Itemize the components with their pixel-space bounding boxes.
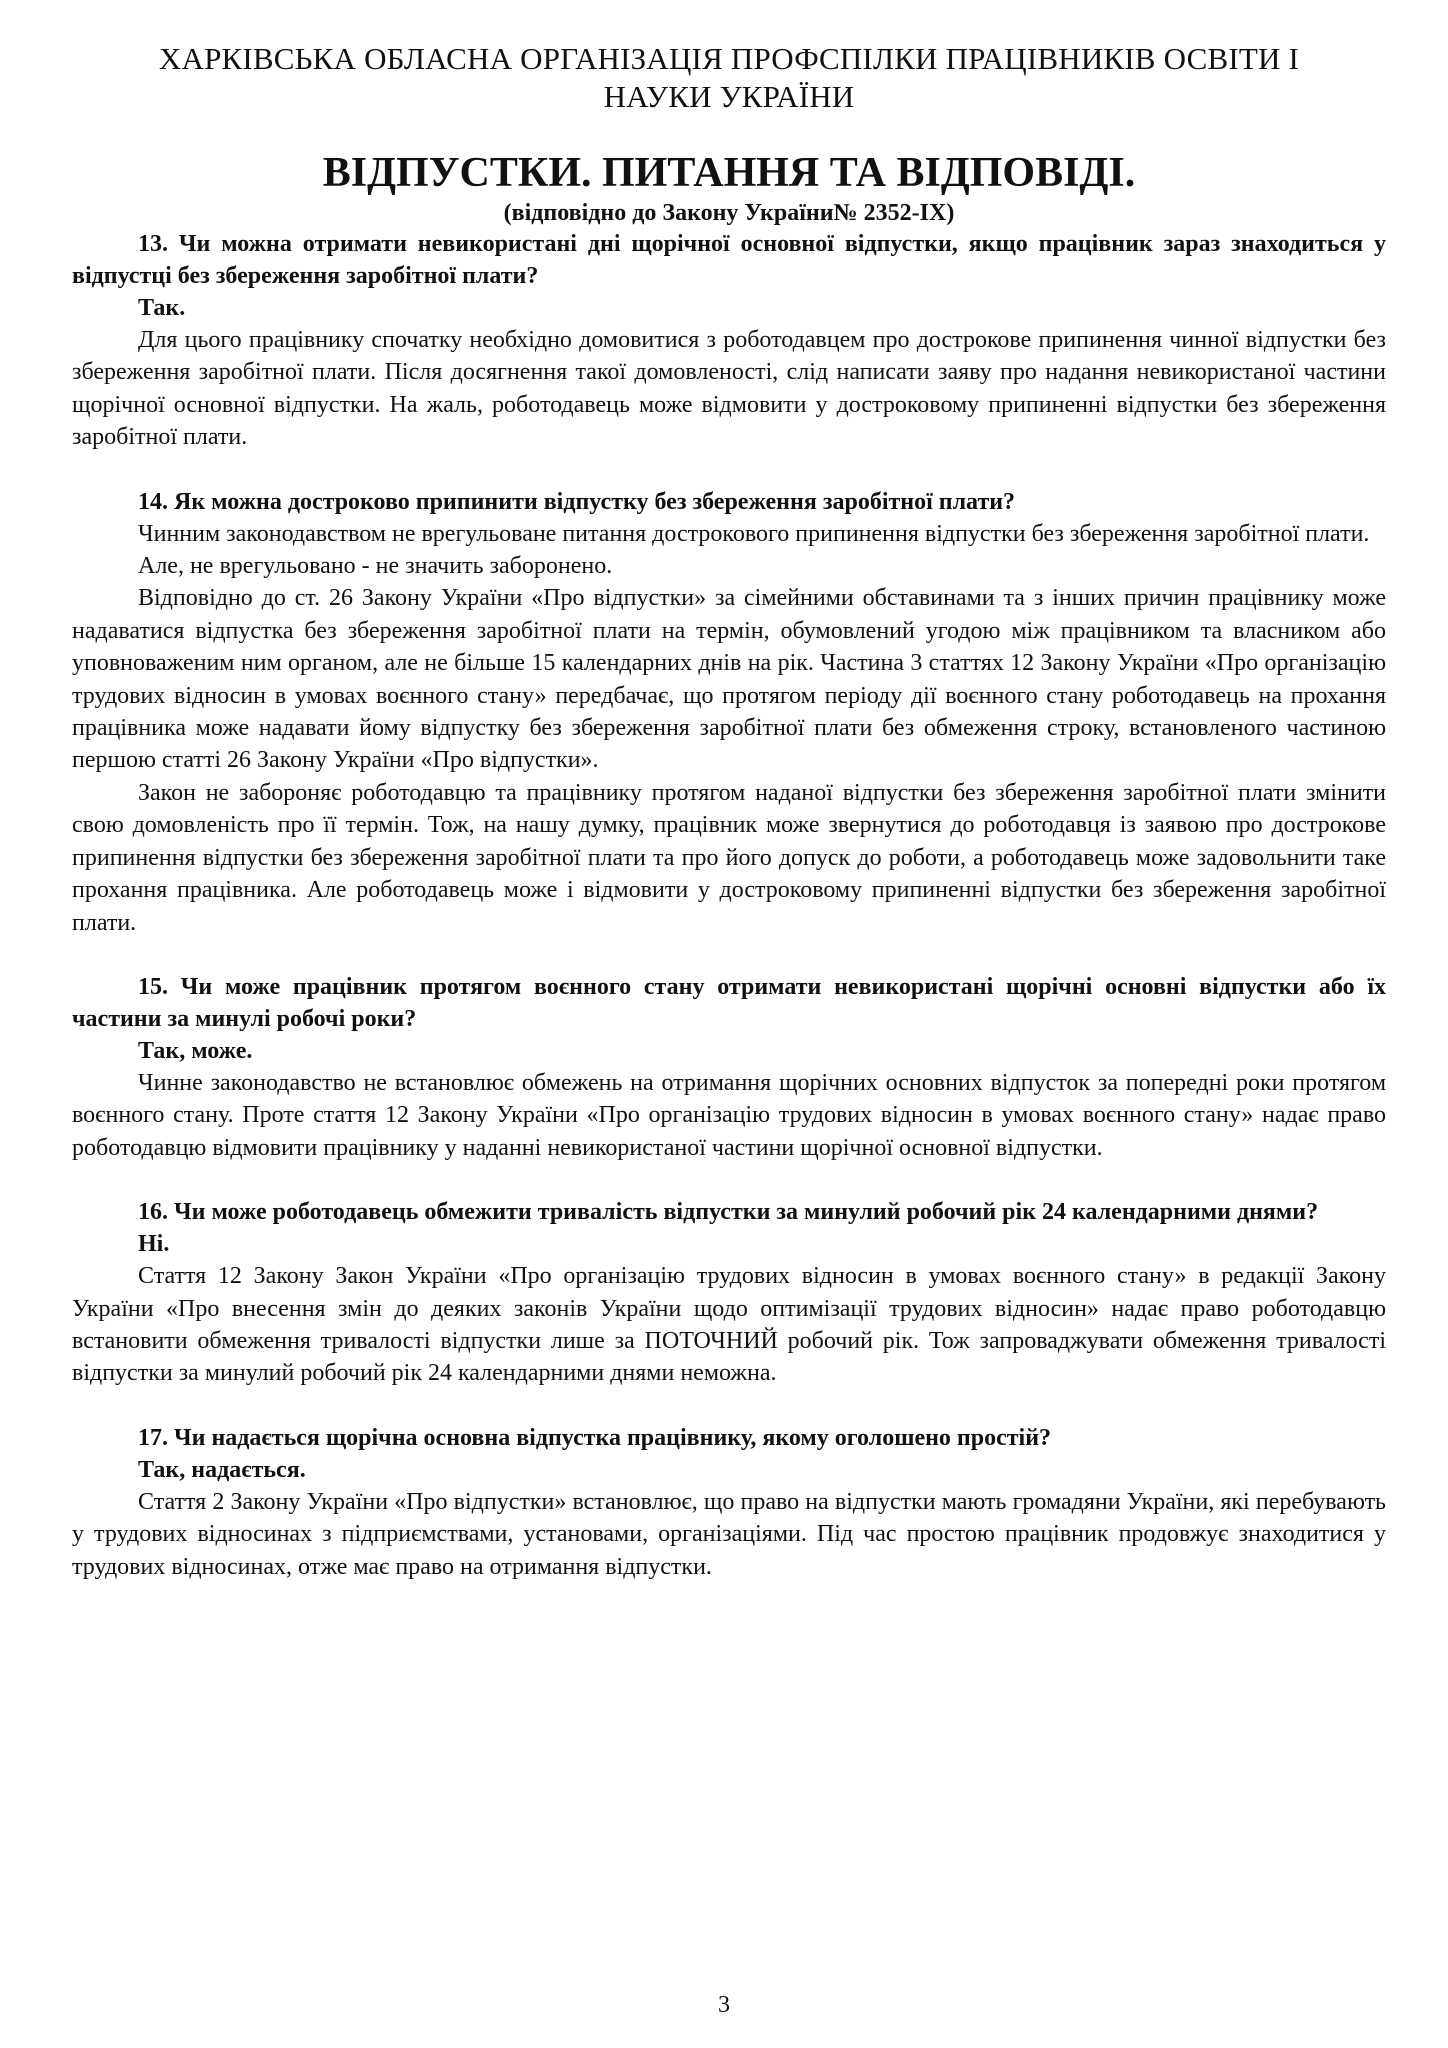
question-16: 16. Чи може роботодавець обмежити тривалість відпустки за минулий робочий рік 24 календарними днями? <box>138 1199 1319 1226</box>
qa-section-15 <box>72 971 1386 1164</box>
answer-14-paragraph-1: Чинним законодавством не врегульоване питання дострокового припинення відпустки без збереження заробітної плати. <box>138 520 1370 547</box>
section-spacer <box>72 1164 1386 1196</box>
section-spacer <box>72 939 1386 971</box>
answer-15: Так, може. <box>138 1037 253 1064</box>
qa-section-17 <box>72 1422 1386 1583</box>
answer-16: Ні. <box>138 1231 170 1258</box>
document-title: ВІДПУСТКИ. ПИТАННЯ ТА ВІДПОВІДІ. <box>322 150 1136 196</box>
organization-name-line2: НАУКИ УКРАЇНИ <box>603 79 855 114</box>
document-subtitle: (відповідно до Закону України№ 2352-IX) <box>503 200 955 226</box>
page-number: 3 <box>718 1992 730 2018</box>
question-14: 14. Як можна достроково припинити відпустку без збереження заробітної плати? <box>138 488 1016 515</box>
qa-section-16 <box>72 1196 1386 1390</box>
answer-13-paragraph-1: Для цього працівнику спочатку необхідно домовитися з роботодавцем про дострокове припинення чинної відпустки без збереження заробітної плати. Після досягнення такої домовленості, слід написати заяву про надання невикористаної частини щорічної основної відпустки. На жаль, роботодавець може відмовити у достроковому припиненні відпустки без збереження заробітної плати. <box>72 327 1386 451</box>
answer-17: Так, надається. <box>138 1456 306 1483</box>
qa-section-14 <box>72 486 1386 939</box>
section-spacer <box>72 1390 1386 1422</box>
document-page <box>72 40 1386 1583</box>
answer-14-paragraph-2: Але, не врегульовано - не значить заборонено. <box>138 553 613 580</box>
answer-14-paragraph-4: Закон не забороняє роботодавцю та працівнику протягом наданої відпустки без збереження заробітної плати змінити свою домовленість про її термін. Тож, на нашу думку, працівник може звернутися до роботодавця із заявою про дострокове припинення відпустки без збереження заробітної плати та про його допуск до роботи, а роботодавець може задовольнити таке прохання працівника. Але роботодавець може і відмовити у достроковому припиненні відпустки без збереження заробітної плати. <box>72 779 1386 936</box>
answer-17-paragraph-1: Стаття 2 Закону України «Про відпустки» встановлює, що право на відпустки мають громадяни України, які перебувають у трудових відносинах з підприємствами, установами, організаціями. Під час простою працівник продовжує знаходитися у трудових відносинах, отже має право на отримання відпустки. <box>72 1488 1386 1580</box>
section-spacer <box>72 454 1386 486</box>
qa-section-13 <box>72 228 1386 454</box>
question-17: 17. Чи надається щорічна основна відпустка працівнику, якому оголошено простій? <box>138 1424 1052 1451</box>
question-15: 15. Чи може працівник протягом воєнного стану отримати невикористані щорічні основні відпустки або їх частини за минулі робочі роки? <box>72 973 1386 1032</box>
answer-14-paragraph-3: Відповідно до ст. 26 Закону України «Про відпустки» за сімейними обставинами та з інших причин працівнику може надаватися відпустка без збереження заробітної плати на термін, обумовлений угодою між працівником та власником або уповноваженим ним органом, але не більше 15 календарних днів на рік. Частина 3 статтях 12 Закону України «Про організацію трудових відносин в умовах воєнного стану» передбачає, що протягом періоду дії воєнного стану роботодавець на прохання працівника може надавати йому відпустку без збереження заробітної плати без обмеження строку, встановленого частиною першою статті 26 Закону України «Про відпустки». <box>72 585 1386 774</box>
answer-15-paragraph-1: Чинне законодавство не встановлює обмежень на отримання щорічних основних відпусток за попередні роки протягом воєнного стану. Проте стаття 12 Закону України «Про організацію трудових відносин в умовах воєнного стану» надає право роботодавцю відмовити працівнику у наданні невикористаної частини щорічної основної відпустки. <box>72 1069 1386 1161</box>
answer-13: Так. <box>138 295 186 321</box>
question-13: 13. Чи можна отримати невикористані дні щорічної основної відпустки, якщо працівник зараз знаходиться у відпустці без збереження заробітної плати? <box>72 231 1386 289</box>
organization-name-line1: ХАРКІВСЬКА ОБЛАСНА ОРГАНІЗАЦІЯ ПРОФСПІЛКИ ПРАЦІВНИКІВ ОСВІТИ І <box>158 41 1300 76</box>
answer-16-paragraph-1: Стаття 12 Закону Закон України «Про організацію трудових відносин в умовах воєнного стану» в редакції Закону України «Про внесення змін до деяких законів України щодо оптимізації трудових відносин» надає право роботодавцю встановити обмеження тривалості відпустки лише за ПОТОЧНИЙ робочий рік. Тож запроваджувати обмеження тривалості відпустки за минулий робочий рік 24 календарними днями неможна. <box>72 1263 1386 1387</box>
